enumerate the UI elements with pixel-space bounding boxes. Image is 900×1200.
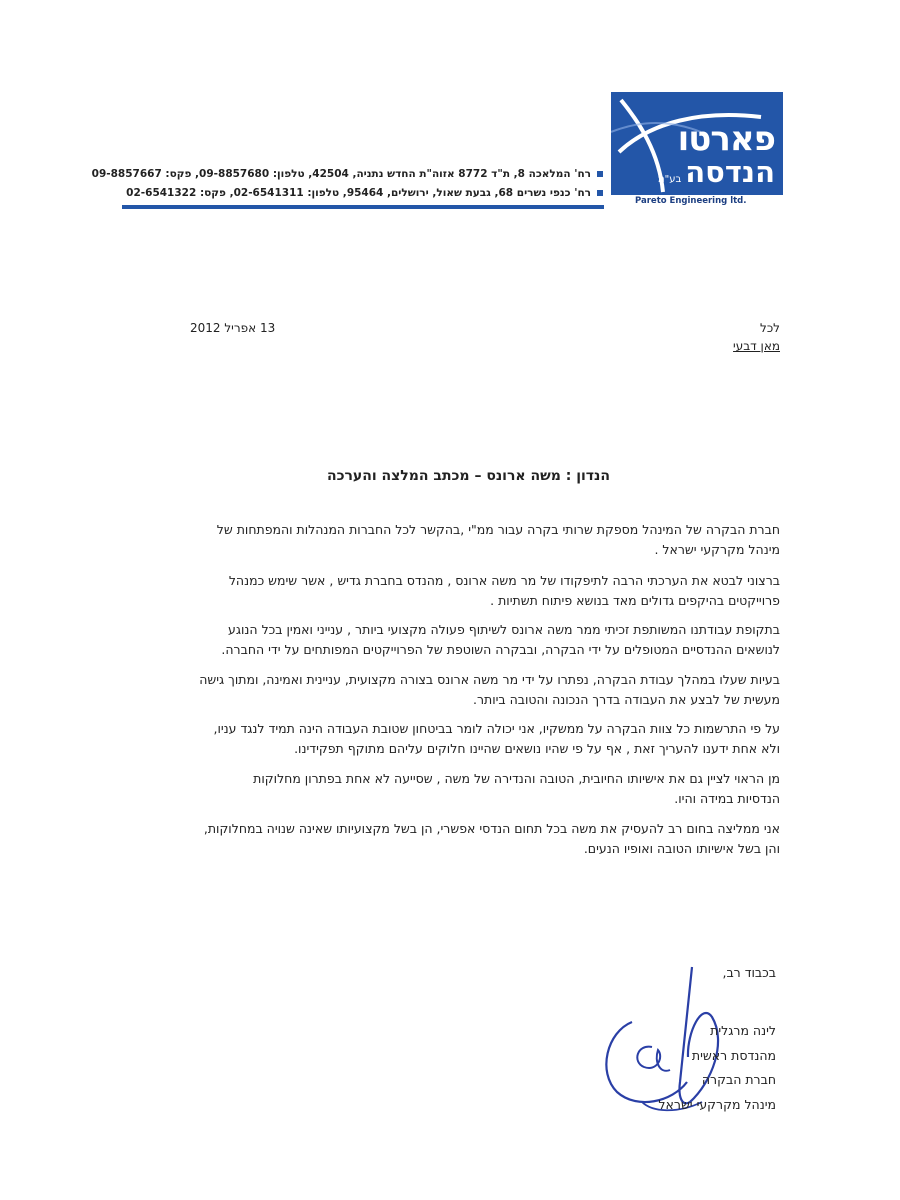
address-line-netanya bbox=[92, 168, 603, 180]
subject-line bbox=[200, 468, 610, 484]
paragraph-line: ברצוני לבטא את הערכתי הרבה לתיפקודו של מר משה ארונס , מהנדס בחברת גדיש , אשר שימש כמנהל bbox=[228, 573, 780, 588]
logo-line2: הנדסה bbox=[685, 155, 775, 189]
logo-line1: פארטו bbox=[677, 119, 775, 159]
address-line-jerusalem bbox=[126, 187, 603, 199]
paragraph-line: ולא אחת ידענו להעריך זאת , אף על פי שהיו נושאים שהיינו חלוקים עליהם מתוקף תפקידינו. bbox=[294, 741, 780, 756]
subject-text: משה ארונס – מכתב המלצה והערכה bbox=[326, 468, 561, 484]
signer-company: חברת הבקרה bbox=[701, 1072, 776, 1087]
company-logo bbox=[611, 92, 783, 207]
paragraph-line: חברת הבקרה של המינהל מספקת שרותי בקרה עבור ממ"י ,בהקשר לכל החברות המנהלות והמפתחות של bbox=[216, 522, 780, 537]
logo-box bbox=[611, 92, 783, 195]
signature-block bbox=[658, 1019, 776, 1117]
paragraph-5 bbox=[120, 719, 780, 759]
paragraph-line: על פי התרשמות כל צוות הבקרה על ממשקיו, אני יכולה לומר בביטחון שטובת העבודה הינה תמיד לנגד עניו, bbox=[213, 721, 780, 736]
bullet-square-icon bbox=[597, 171, 603, 177]
letterhead-divider bbox=[122, 205, 604, 209]
subject-label: הנדון : bbox=[565, 468, 610, 484]
bullet-square-icon bbox=[597, 190, 603, 196]
logo-hebrew-name bbox=[657, 119, 775, 189]
paragraph-3 bbox=[120, 620, 780, 660]
paragraph-line: מן הראוי לציין גם את אישיותו החיובית, הטובה והנדירה של משה , שסייעה לא אחת בפתרון מחלוקות bbox=[253, 771, 780, 786]
letter-date: 13 אפריל 2012 bbox=[190, 321, 276, 335]
logo-suffix: בע"מ bbox=[657, 174, 682, 185]
logo-english-name: Pareto Engineering ltd. bbox=[635, 196, 747, 206]
paragraph-line: בעיות שעלו במהלך עבודת הבקרה, נפתרו על ידי מר משה ארונס בצורה מקצועית, עניינית ואמינה, ומתוך גישה bbox=[199, 672, 780, 687]
paragraph-7 bbox=[120, 819, 780, 859]
signer-title: מהנדסת ראשית bbox=[691, 1047, 776, 1063]
paragraph-line: בתקופת עבודתנו המשותפת זכיתי ממר משה ארונס לשיתוף פעולה מקצועי ביותר , ענייני ואמין בכל הנוגע bbox=[228, 622, 780, 637]
to-label: לכל bbox=[760, 321, 780, 335]
paragraph-6 bbox=[120, 769, 780, 809]
address-text-2: רח' כנפי נשרים 68, גבעת שאול, ירושלים, 95464, טלפון: 02-6541311, פקס: 02-6541322 bbox=[126, 187, 591, 199]
paragraph-line: מינהל מקרקעי ישראל . bbox=[654, 542, 780, 557]
paragraph-line: אני ממליצה בחום רב להעסיק את משה בכל תחום הנדסי אפשרי, הן בשל מקצועיותו שאינה שנויה במחלוקות, bbox=[203, 821, 780, 836]
signer-org: מינהל מקרקעי ישראל bbox=[658, 1096, 776, 1112]
paragraph-line: מעשית של לבצע את העבודה בדרך הנכונה והטובה ביותר. bbox=[472, 692, 780, 707]
closing-greeting: בכבוד רב, bbox=[722, 965, 776, 980]
address-text-1: רח' המלאכה 8, ת"ד 8772 אזוה"ת החדש נתניה, 42504, טלפון: 09-8857680, פקס: 09-8857667 bbox=[91, 168, 591, 180]
recipient: מאן דבעי bbox=[733, 339, 780, 353]
paragraph-line: והן בשל אישיותו הטובה ואופיו הנעים. bbox=[583, 841, 780, 856]
paragraph-line: הנדסיות במידה והיו. bbox=[674, 791, 780, 806]
paragraph-1 bbox=[120, 520, 780, 560]
paragraph-4 bbox=[120, 670, 780, 710]
paragraph-2 bbox=[120, 571, 780, 611]
paragraph-line: פרוייקטים בהיקפים גדולים מאד בנושא פיתוח תשתיות . bbox=[490, 593, 780, 608]
signer-name: לינה מרגלית bbox=[710, 1023, 776, 1038]
paragraph-line: לנושאים ההנדסיים המטופלים על ידי הבקרה, ובבקרה השוטפת של הפרוייקטים המפותחים על ידי החברה. bbox=[221, 642, 780, 657]
